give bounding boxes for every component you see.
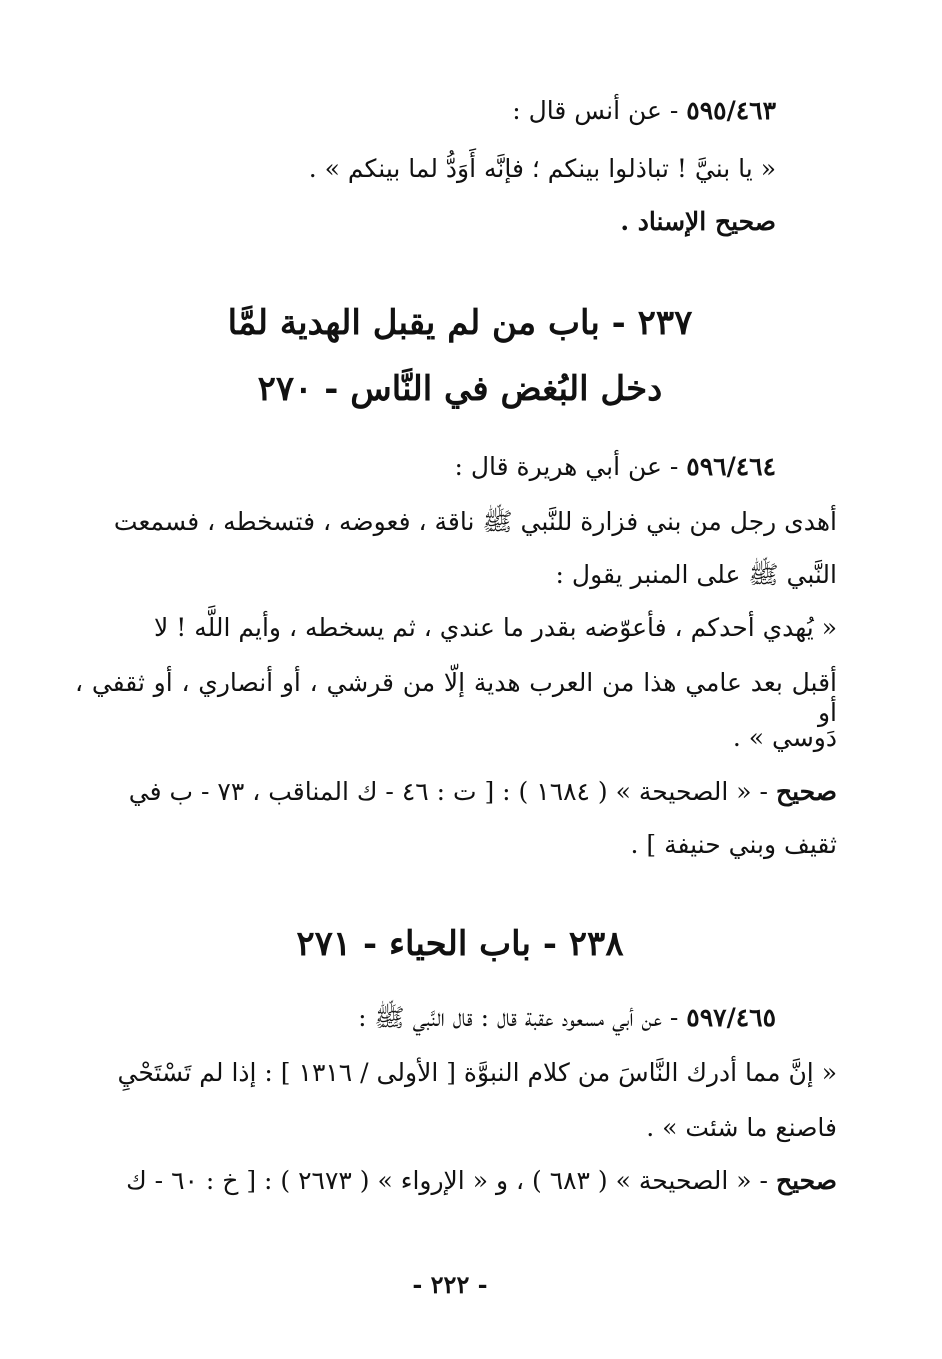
hadith-464-grade-line2: ثقيف وبني حنيفة ] . [630,830,837,859]
hadith-464-intro: - عن أبي هريرة قال : [454,452,679,481]
chapter-237-title-line1: ٢٣٧ - باب من لم يقبل الهدية لمَّا [227,303,693,343]
chapter-237-title-line2: دخل البُغض في النَّاس - ٢٧٠ [257,369,663,409]
hadith-465-grade-line1 [75,1166,837,1196]
hadith-465-grade-source: - « الصحيحة » ( ٦٨٣ ) ، و « الإرواء » ( ٢٦٧٣ ) : [ خ : ٦٠ - ك [126,1166,768,1195]
chapter-238-title: ٢٣٨ - باب الحياء - ٢٧١ [296,924,624,964]
hadith-465-quote-line2: فاصنع ما شئت » . [646,1113,837,1142]
hadith-463-header [76,96,776,126]
hadith-465-quote-line1: « إنَّ مما أدرك النَّاسَ من كلام النبوَّة [ الأولى / ١٣١٦ ] : إذا لم تَسْتَحْيِ [117,1058,837,1087]
page-number: - ٢٢٢ - [412,1270,488,1299]
hadith-464-grade-source: - « الصحيحة » ( ١٦٨٤ ) : [ ت : ٤٦ - ك المناقب ، ٧٣ - ب في [128,777,768,806]
hadith-465-number: ٥٩٧/٤٦٥ [686,1003,776,1032]
hadith-464-quote-line3: دَوسي » . [732,723,837,752]
hadith-465-grade-label: صحيح [775,1166,837,1195]
hadith-464-grade-label: صحيح [775,777,837,806]
hadith-463-grade: صحيح الإسناد . [620,207,776,236]
hadith-464-header [76,452,776,482]
hadith-463-intro: - عن أنس قال : [512,96,679,125]
hadith-465-header [76,1003,776,1033]
hadith-463-number: ٥٩٥/٤٦٣ [686,96,776,125]
hadith-465-intro: - عن أبي مسعود عقبة قال : قال النَّبي ﷺ : [358,1003,679,1032]
hadith-463-text: « يا بنيَّ ! تباذلوا بينكم ؛ فإنَّه أَوَدُّ لما بينكم » . [308,154,776,183]
hadith-464-quote-line2: أقبل بعد عامي هذا من العرب هدية إلّا من قرشي ، أو أنصاري ، أو ثقفي ، أو [75,668,837,727]
hadith-464-number: ٥٩٦/٤٦٤ [686,452,776,481]
hadith-464-quote-line1: « يُهدي أحدكم ، فأعوّضه بقدر ما عندي ، ثم يسخطه ، وأيم اللَّه ! لا [154,613,837,642]
hadith-464-narrative-line2: النَّبي ﷺ على المنبر يقول : [555,560,837,589]
hadith-464-narrative-line1: أهدى رجل من بني فزارة للنَّبي ﷺ ناقة ، فعوضه ، فتسخطه ، فسمعت [113,507,837,536]
hadith-464-grade-line1 [75,777,837,807]
